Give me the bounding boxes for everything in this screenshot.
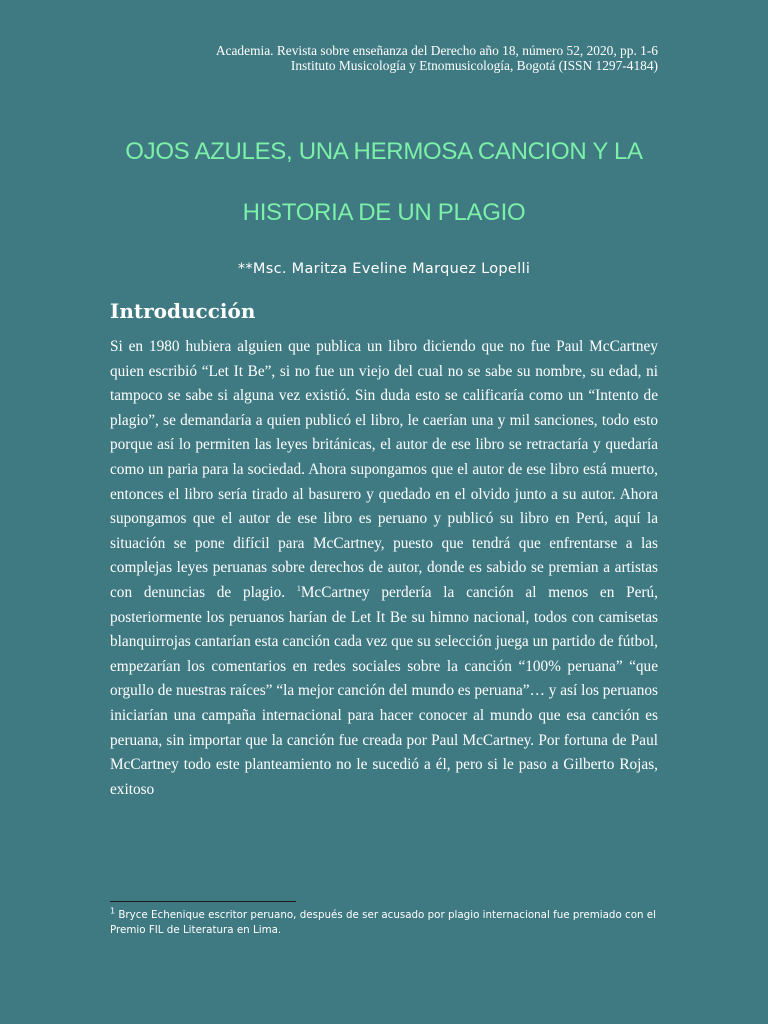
body-paragraph <box>110 335 658 802</box>
journal-header <box>98 43 658 73</box>
section-heading: Introducción <box>110 299 256 323</box>
footnote <box>110 908 658 938</box>
body-text-part1: Si en 1980 hubiera alguien que publica un libro diciendo que no fue Paul McCartney quien escribió “Let It Be”, si no fue un viejo del cual no se sabe su nombre, su edad, ni tampoco se sabe si alguna vez existió. Sin duda esto se calificaría como un “Intento de plagio”, se demandaría a quien publicó el libro, le caerían una y mil sanciones, todo esto porque así lo permiten las leyes británicas, el autor de ese libro se retractaría y quedaría como un paria para la sociedad. Ahora supongamos que el autor de ese libro está muerto, entonces el libro sería tirado al basurero y quedado en el olvido junto a su autor. Ahora supongamos que el autor de ese libro es peruano y publicó su libro en Perú, aquí la situación se pone difícil para McCartney, puesto que tendrá que enfrentarse a las complejas leyes peruanas sobre derechos de autor, donde es sabido se premian a artistas con denuncias de plagio. <box>110 338 658 601</box>
article-title-line1: OJOS AZULES, UNA HERMOSA CANCION Y LA <box>125 138 643 165</box>
body-text-part2: McCartney perdería la canción al menos en Perú, posteriormente los peruanos harían de Let It Be su himno nacional, todos con camisetas blanquirrojas cantarían esta canción cada vez que su selección juega un partido de fútbol, empezarían los comentarios en redes sociales sobre la canción “100% peruana” “que orgullo de nuestras raíces” “la mejor canción del mundo es peruana”… y así los peruanos iniciarían una campaña internacional para hacer conocer al mundo que esa canción es peruana, sin importar que la canción fue creada por Paul McCartney. Por fortuna de Paul McCartney todo este planteamiento no le sucedió a él, pero si le paso a Gilberto Rojas, exitoso <box>110 583 658 798</box>
article-author: **Msc. Maritza Eveline Marquez Lopelli <box>237 261 531 277</box>
journal-institute: Instituto Musicología y Etnomusicología, Bogotá (ISSN 1297-4184) <box>290 58 658 73</box>
journal-citation: Academia. Revista sobre enseñanza del Derecho año 18, número 52, 2020, pp. 1-6 <box>215 43 658 58</box>
article-title-line2: HISTORIA DE UN PLAGIO <box>242 199 526 226</box>
footnote-mark: 1 <box>110 906 116 916</box>
footnote-text: Bryce Echenique escritor peruano, después de ser acusado por plagio internacional fue premiado con el Premio FIL de Literatura en Lima. <box>110 909 656 936</box>
footnote-reference[interactable]: 1 <box>296 583 301 593</box>
footnote-divider <box>110 901 296 902</box>
